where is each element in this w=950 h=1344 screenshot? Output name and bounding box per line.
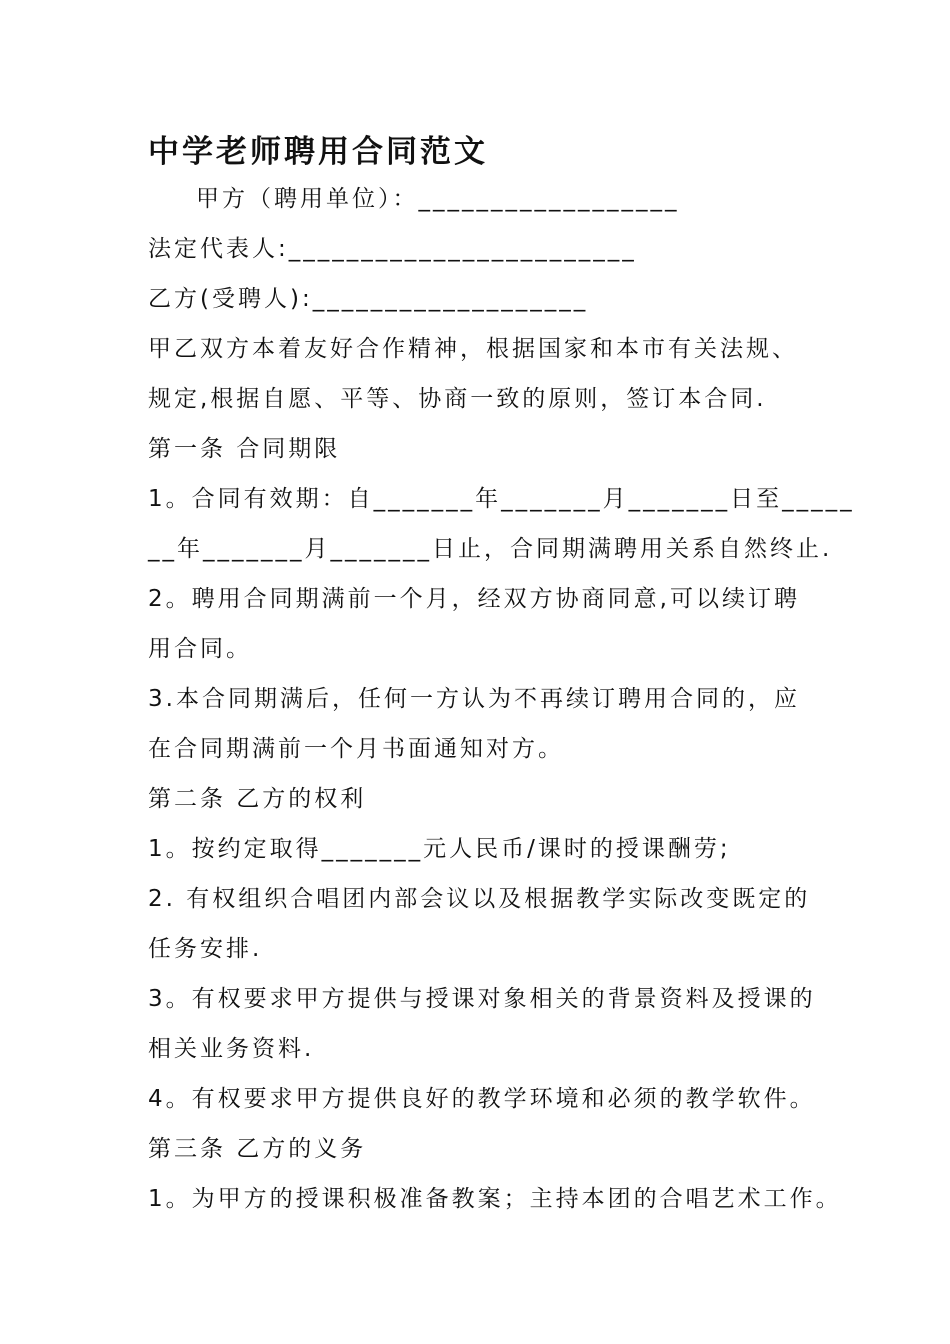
article-1-item-1-line-2: __年_______月_______日止，合同期满聘用关系自然终止. [148, 536, 833, 562]
article-1-item-2-line-2: 用合同。 [148, 636, 252, 662]
article-2-item-1: 1。按约定取得_______元人民币/课时的授课酬劳; [148, 836, 731, 862]
legal-representative-line: 法定代表人:________________________ [148, 236, 637, 262]
article-2-heading: 第二条 乙方的权利 [148, 786, 367, 812]
article-2-item-4: 4。有权要求甲方提供良好的教学环境和必须的教学软件。 [148, 1086, 816, 1112]
article-1-item-2-line-1: 2。聘用合同期满前一个月，经双方协商同意,可以续订聘 [148, 586, 800, 612]
article-2-item-3-line-2: 相关业务资料. [148, 1036, 315, 1062]
article-1-item-3-line-2: 在合同期满前一个月书面通知对方。 [148, 736, 564, 762]
party-a-line: 甲方（聘用单位）：__________________ [196, 186, 680, 212]
article-2-item-2-line-2: 任务安排. [148, 936, 263, 962]
article-1-item-3-line-1: 3.本合同期满后，任何一方认为不再续订聘用合同的，应 [148, 686, 800, 712]
article-2-item-2-line-1: 2. 有权组织合唱团内部会议以及根据教学实际改变既定的 [148, 886, 811, 912]
article-1-heading: 第一条 合同期限 [148, 436, 341, 462]
preamble-line-2: 规定,根据自愿、平等、协商一致的原则，签订本合同. [148, 386, 767, 412]
article-2-item-3-line-1: 3。有权要求甲方提供与授课对象相关的背景资料及授课的 [148, 986, 816, 1012]
article-3-item-1: 1。为甲方的授课积极准备教案；主持本团的合唱艺术工作。 [148, 1186, 842, 1212]
party-b-line: 乙方(受聘人):___________________ [148, 286, 589, 312]
article-1-item-1-line-1: 1。合同有效期：自_______年_______月_______日至_____ [148, 486, 855, 512]
preamble-line-1: 甲乙双方本着友好合作精神，根据国家和本市有关法规、 [148, 336, 798, 362]
article-3-heading: 第三条 乙方的义务 [148, 1136, 367, 1162]
document-title: 中学老师聘用合同范文 [148, 134, 488, 170]
